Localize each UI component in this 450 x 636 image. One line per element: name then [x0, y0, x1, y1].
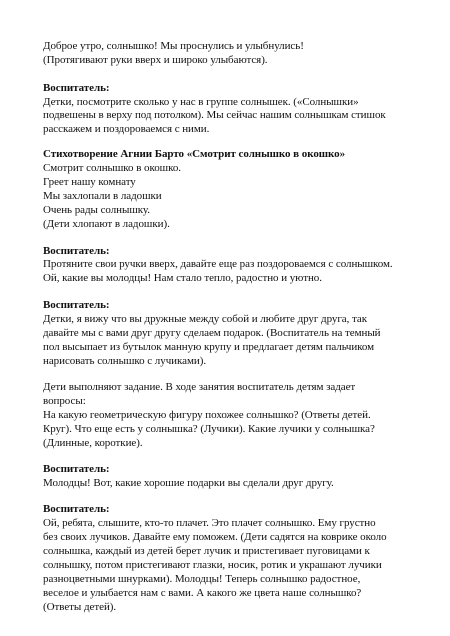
text-line: солнышка, каждый из детей берет лучик и пристегивает пуговицами к — [43, 545, 370, 557]
text-line: Молодцы! Вот, какие хорошие подарки вы сделали друг другу. — [43, 477, 334, 489]
text-line: Детки, посмотрите сколько у нас в группе солнышек. («Солнышки» — [43, 96, 359, 108]
text-line: Дети выполняют задание. В ходе занятия воспитатель детям задает — [43, 381, 356, 393]
text-line: вопросы: — [43, 395, 86, 407]
text-line: Ой, ребята, слышите, кто-то плачет. Это плачет солнышко. Ему грустно — [43, 517, 376, 529]
text-line: без своих лучиков. Давайте ему поможем. (Дети садятся на коврике около — [43, 531, 387, 543]
text-line: (Ответы детей). — [43, 601, 117, 613]
text-line: На какую геометрическую фигуру похожее солнышко? (Ответы детей. — [43, 409, 371, 421]
section-heading: Воспитатель: — [43, 503, 110, 515]
text-line: (Дети хлопают в ладошки). — [43, 218, 170, 230]
text-line: расскажем и поздороваемся с ними. — [43, 123, 210, 135]
text-line: нарисовать солнышко с лучиками). — [43, 355, 207, 367]
text-line: Доброе утро, солнышко! Мы проснулись и улыбнулись! — [43, 40, 304, 52]
text-line: (Протягивают руки вверх и широко улыбаются). — [43, 54, 268, 66]
text-line: пол высыпает из бутылок манную крупу и предлагает детям пальчиком — [43, 341, 375, 353]
section-heading: Воспитатель: — [43, 82, 110, 94]
text-line: солнышку, потом пристегивают глазки, носик, ротик и украшают лучики — [43, 559, 382, 571]
text-line: Протяните свои ручки вверх, давайте еще раз поздороваемся с солнышком. — [43, 258, 393, 270]
text-line: Детки, я вижу что вы дружные между собой и любите друг друга, так — [43, 313, 368, 325]
section-heading: Воспитатель: — [43, 245, 110, 257]
section-heading: Воспитатель: — [43, 299, 110, 311]
poem-title: Стихотворение Агнии Барто «Смотрит солнышко в окошко» — [43, 148, 346, 160]
section-heading: Воспитатель: — [43, 463, 110, 475]
text-line: Ой, какие вы молодцы! Нам стало тепло, радостно и уютно. — [43, 272, 322, 284]
poem-line: Греет нашу комнату — [43, 176, 136, 188]
text-line: веселое и улыбается нам с вами. А какого же цвета наше солнышко? — [43, 587, 362, 599]
text-line: подвешены в верху под потолком). Мы сейчас нашим солнышкам стишок — [43, 109, 386, 121]
text-line: Круг). Что еще есть у солнышка? (Лучики). Какие лучики у солнышка? — [43, 423, 375, 435]
poem-line: Очень рады солнышку. — [43, 204, 150, 216]
text-line: (Длинные, короткие). — [43, 437, 143, 449]
poem-line: Смотрит солнышко в окошко. — [43, 162, 181, 174]
poem-line: Мы захлопали в ладошки — [43, 190, 162, 202]
text-line: разноцветными шнурками). Молодцы! Теперь солнышко радостное, — [43, 573, 361, 585]
text-line: давайте мы с вами друг другу сделаем подарок. (Воспитатель на темный — [43, 327, 381, 339]
